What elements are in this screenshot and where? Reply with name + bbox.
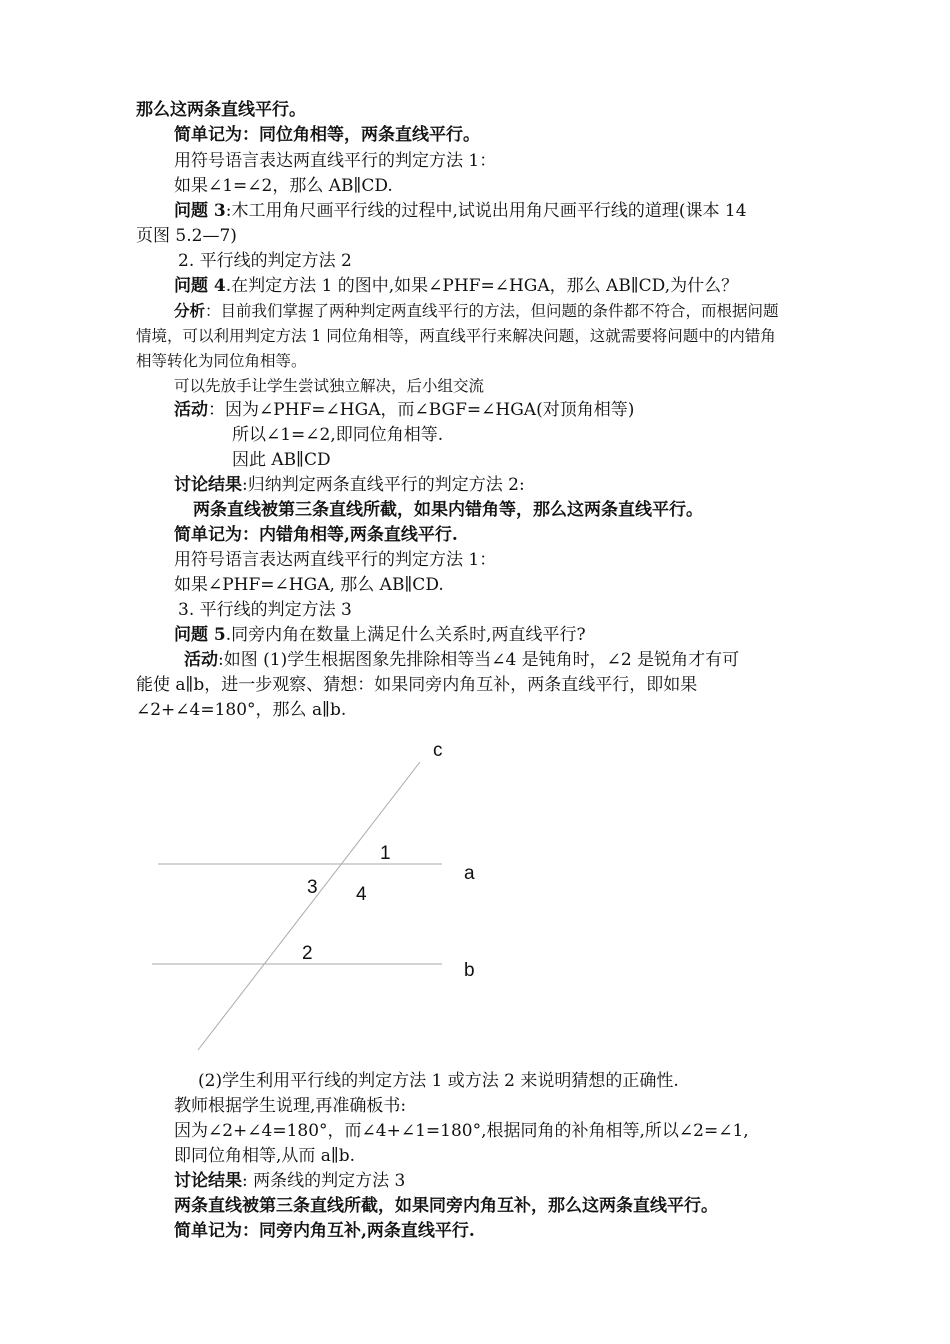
theorem-line: 两条直线被第三条直线所截，如果同旁内角互补，那么这两条直线平行。 <box>174 1196 718 1216</box>
text-line: 如果∠1=∠2，那么 AB∥CD. <box>174 176 393 196</box>
theorem-line: 两条直线被第三条直线所截，如果内错角等，那么这两条直线平行。 <box>193 500 703 520</box>
text-line: 因此 AB∥CD <box>232 450 331 470</box>
activity-line <box>184 648 739 672</box>
text-line: 所以∠1=∠2,即同位角相等. <box>232 425 444 445</box>
text-line: 教师根据学生说理,再准确板书: <box>174 1096 407 1116</box>
text-line: 用符号语言表达两直线平行的判定方法 1： <box>174 550 497 570</box>
question-4 <box>174 274 738 298</box>
activity-text: ：因为∠PHF=∠HGA，而∠BGF=∠HGA(对顶角相等) <box>208 400 635 420</box>
summary-line: 简单记为：内错角相等,两条直线平行. <box>174 525 458 545</box>
question-label: 问题 3 <box>174 201 226 221</box>
question-text: :木工用角尺画平行线的过程中,试说出用角尺画平行线的道理(课本 14 <box>225 201 747 221</box>
angle-2-label: 2 <box>302 943 313 964</box>
text-line: 可以先放手让学生尝试独立解决，后小组交流 <box>174 377 485 395</box>
question-3 <box>174 199 747 223</box>
discussion-text: : 两条线的判定方法 3 <box>242 1171 406 1191</box>
summary-line: 简单记为：同旁内角互补,两条直线平行. <box>174 1221 475 1241</box>
angle-1-label: 1 <box>380 843 391 864</box>
activity-label: 活动 <box>184 650 218 670</box>
angle-4-label: 4 <box>356 884 367 905</box>
transversal-c <box>198 762 420 1050</box>
activity-text: :如图 (1)学生根据图象先排除相等当∠4 是钝角时，∠2 是锐角才有可 <box>218 650 740 670</box>
analysis-label: 分析 <box>174 301 206 320</box>
text-line: 用符号语言表达两直线平行的判定方法 1： <box>174 151 497 171</box>
analysis-text: ：目前我们掌握了两种判定两直线平行的方法，但问题的条件都不符合，而根据问题 <box>205 302 779 320</box>
text-line: 因为∠2+∠4=180°，而∠4+∠1=180°,根据同角的补角相等,所以∠2=∠1, <box>174 1121 749 1141</box>
text-line: 即同位角相等,从而 a∥b. <box>174 1146 356 1166</box>
activity-line <box>174 398 634 422</box>
text-line: 那么这两条直线平行。 <box>136 100 306 120</box>
discussion-line <box>174 1169 405 1193</box>
discussion-line <box>174 473 525 497</box>
section-heading: 3. 平行线的判定方法 3 <box>178 600 352 620</box>
question-5 <box>174 623 586 647</box>
label-a: a <box>464 863 475 884</box>
angle-3-label: 3 <box>307 877 318 898</box>
text-line: 页图 5.2—7) <box>136 226 237 246</box>
discussion-label: 讨论结果 <box>174 1171 242 1191</box>
discussion-text: :归纳判定两条直线平行的判定方法 2: <box>242 475 525 495</box>
analysis-line <box>174 299 779 323</box>
label-c: c <box>433 740 443 761</box>
activity-label: 活动 <box>174 400 208 420</box>
text-line: ∠2+∠4=180°，那么 a∥b. <box>136 700 347 720</box>
text-line: (2)学生利用平行线的判定方法 1 或方法 2 来说明猜想的正确性. <box>198 1071 679 1091</box>
discussion-label: 讨论结果 <box>174 475 242 495</box>
summary-line: 简单记为：同位角相等，两条直线平行。 <box>174 125 480 145</box>
text-line: 相等转化为同位角相等。 <box>136 352 307 370</box>
question-text: .同旁内角在数量上满足什么关系时,两直线平行? <box>225 625 586 645</box>
text-line: 能使 a∥b，进一步观察、猜想：如果同旁内角互补，两条直线平行，即如果 <box>136 675 698 695</box>
text-line: 如果∠PHF=∠HGA, 那么 AB∥CD. <box>174 575 444 595</box>
text-line: 情境，可以利用判定方法 1 同位角相等，两直线平行来解决问题，这就需要将问题中的内错角 <box>136 327 776 345</box>
parallel-lines-figure <box>140 730 500 1060</box>
label-b: b <box>464 960 475 981</box>
question-label: 问题 5 <box>174 625 226 645</box>
question-label: 问题 4 <box>174 276 226 296</box>
section-heading: 2. 平行线的判定方法 2 <box>178 251 352 271</box>
question-text: .在判定方法 1 的图中,如果∠PHF=∠HGA，那么 AB∥CD,为什么？ <box>225 276 739 296</box>
